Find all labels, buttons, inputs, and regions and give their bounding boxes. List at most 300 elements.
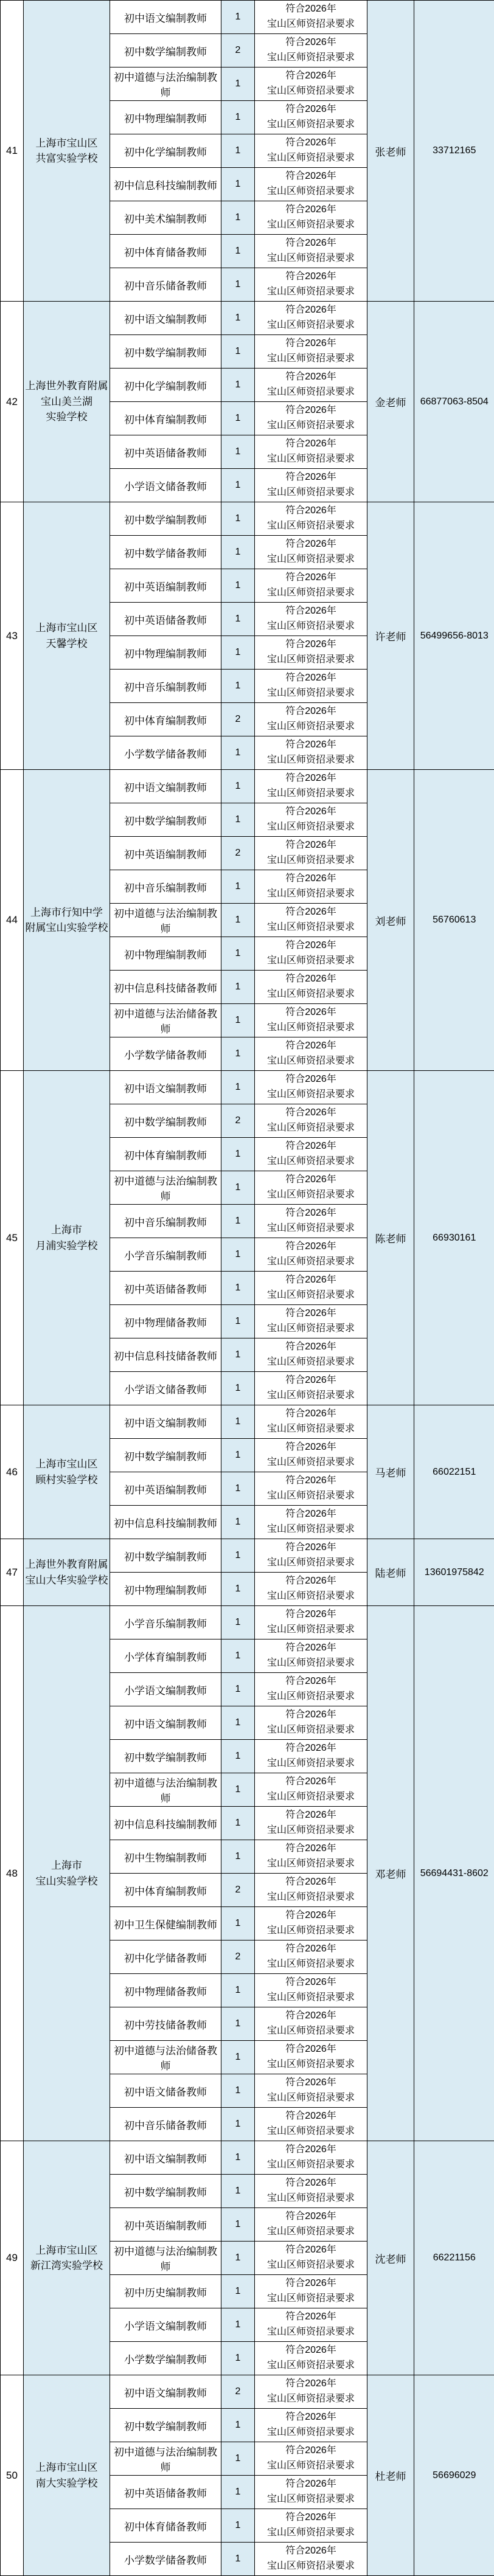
requirement-cell-text: 符合2026年: [285, 2412, 336, 2423]
requirement-cell: [255, 1974, 367, 2007]
requirement-cell: [255, 971, 367, 1004]
position-count-cell-text: 1: [235, 179, 241, 189]
requirement-cell-text: 符合2026年: [285, 1776, 336, 1787]
phone-number-cell: [414, 302, 494, 502]
school-name-cell-text: 附属宝山实验学校: [25, 922, 108, 933]
requirement-cell: [255, 2409, 367, 2442]
position-title-cell-text: 初中语文编制教师: [124, 1082, 207, 1095]
position-title-cell-text: 初中体育编制教师: [124, 414, 207, 426]
position-count-cell: [221, 2141, 255, 2175]
position-title-cell: [110, 1706, 221, 1740]
phone-number-cell-text: 66221156: [433, 2252, 476, 2263]
position-title-cell: [110, 2242, 221, 2275]
position-title-cell-text: 小学音乐编制教师: [124, 1250, 207, 1262]
position-count-cell: [221, 2375, 255, 2409]
requirement-cell-text: 宝山区师资招录要求: [266, 888, 355, 899]
position-count-cell: [221, 134, 255, 168]
requirement-cell-text: 宝山区师资招录要求: [266, 1658, 355, 1668]
requirement-cell-text: 符合2026年: [285, 1040, 336, 1051]
position-title-cell: [110, 2141, 221, 2175]
requirement-cell: [255, 1338, 367, 1372]
requirement-cell: [255, 469, 367, 502]
position-count-cell: [221, 1472, 255, 1506]
requirement-cell-text: 符合2026年: [285, 338, 336, 349]
requirement-cell: [255, 235, 367, 268]
position-title-cell: [110, 1338, 221, 1372]
position-count-cell-text: 1: [235, 2252, 241, 2263]
requirement-cell-text: 符合2026年: [285, 1475, 336, 1486]
requirement-cell: [255, 1205, 367, 1238]
phone-number-cell-text: 13601975842: [424, 1567, 484, 1577]
position-count-cell: [221, 2543, 255, 2576]
phone-number-cell: [414, 770, 494, 1071]
position-count-cell: [221, 837, 255, 870]
school-name-cell: [24, 1405, 110, 1539]
position-title-cell: [110, 134, 221, 168]
requirement-cell-text: 符合2026年: [285, 1141, 336, 1152]
requirement-cell-text: 宝山区师资招录要求: [266, 822, 355, 832]
requirement-cell: [255, 837, 367, 870]
position-count-cell: [221, 2442, 255, 2476]
position-count-cell-text: 2: [235, 1951, 241, 1962]
position-count-cell: [221, 1639, 255, 1673]
requirement-cell-text: 符合2026年: [285, 606, 336, 617]
position-count-cell: [221, 736, 255, 770]
requirement-cell-text: 符合2026年: [285, 1408, 336, 1419]
position-count-cell: [221, 335, 255, 369]
school-name-cell-text: 共富实验学校: [35, 153, 98, 164]
position-title-cell-text: 初中物理编制教师: [124, 648, 207, 660]
position-count-cell: [221, 1171, 255, 1205]
requirement-cell: [255, 1840, 367, 1874]
requirement-cell: [255, 1639, 367, 1673]
position-count-cell-text: 1: [235, 1416, 241, 1427]
requirement-cell: [255, 1941, 367, 1974]
position-count-cell-text: 1: [235, 2018, 241, 2029]
position-title-cell-text: 初中化学编制教师: [124, 380, 207, 392]
requirement-cell-text: 符合2026年: [285, 2077, 336, 2088]
position-title-cell-text: 初中英语编制教师: [124, 848, 207, 860]
position-count-cell: [221, 68, 255, 101]
requirement-cell-text: 符合2026年: [285, 4, 336, 15]
position-count-cell: [221, 101, 255, 134]
requirement-cell-text: 宝山区师资招录要求: [266, 1691, 355, 1702]
position-count-cell: [221, 1238, 255, 1272]
position-count-cell-text: 1: [235, 781, 241, 791]
requirement-cell-text: 宝山区师资招录要求: [266, 1156, 355, 1166]
position-count-cell: [221, 904, 255, 937]
position-count-cell: [221, 1907, 255, 1941]
requirement-cell-text: 符合2026年: [285, 104, 336, 115]
school-name-cell: [24, 1539, 110, 1606]
phone-number-cell: [414, 1539, 494, 1606]
requirement-cell-text: 宝山区师资招录要求: [266, 1123, 355, 1133]
requirement-cell-text: 符合2026年: [285, 2311, 336, 2322]
position-count-cell: [221, 670, 255, 703]
position-title-cell-text: 初中信息科技编制教师: [114, 1517, 217, 1529]
requirement-cell: [255, 1439, 367, 1472]
position-title-cell: [110, 335, 221, 369]
position-title-cell-text: 小学语文编制教师: [124, 1684, 207, 1697]
position-row: [1, 1, 494, 34]
requirement-cell: [255, 1606, 367, 1639]
requirement-cell-text: 符合2026年: [285, 940, 336, 951]
position-title-cell-text: 初中语文储备教师: [124, 2086, 207, 2098]
requirement-cell-text: 符合2026年: [285, 2111, 336, 2122]
school-name-cell-text: 宝山美兰湖: [41, 395, 92, 407]
position-title-cell: [110, 1472, 221, 1506]
requirement-cell-text: 宝山区师资招录要求: [266, 1992, 355, 2003]
position-count-cell: [221, 2308, 255, 2342]
position-count-cell-text: 1: [235, 1918, 241, 1928]
requirement-cell-text: 宝山区师资招录要求: [266, 2159, 355, 2170]
position-title-cell: [110, 2308, 221, 2342]
position-count-cell-text: 1: [235, 1584, 241, 1594]
requirement-cell-text: 宝山区师资招录要求: [266, 1959, 355, 1969]
requirement-cell-text: 宝山区师资招录要求: [266, 621, 355, 631]
requirement-cell: [255, 302, 367, 335]
position-count-cell: [221, 469, 255, 502]
position-title-cell-text: 初中体育储备教师: [124, 246, 207, 258]
requirement-cell-text: 宝山区师资招录要求: [266, 2026, 355, 2036]
requirement-cell: [255, 101, 367, 134]
requirement-cell-text: 宝山区师资招录要求: [266, 1591, 355, 1601]
position-title-cell: [110, 1539, 221, 1573]
requirement-cell-text: 符合2026年: [285, 2378, 336, 2389]
position-title-cell-text: 初中体育储备教师: [124, 2521, 207, 2533]
requirement-cell-text: 符合2026年: [285, 1375, 336, 1386]
position-count-cell: [221, 1138, 255, 1171]
position-count-cell: [221, 803, 255, 837]
position-count-cell: [221, 1941, 255, 1974]
requirement-cell-text: 宝山区师资招录要求: [266, 1290, 355, 1300]
requirement-cell-text: 宝山区师资招录要求: [266, 420, 355, 431]
position-title-cell: [110, 201, 221, 235]
position-count-cell-text: 1: [235, 580, 241, 590]
position-title-cell-text: 小学体育编制教师: [124, 1651, 207, 1663]
requirement-cell-text: 符合2026年: [285, 706, 336, 717]
requirement-cell-text: 符合2026年: [285, 1308, 336, 1319]
position-title-cell: [110, 502, 221, 536]
position-count-cell: [221, 1874, 255, 1907]
requirement-cell: [255, 636, 367, 670]
phone-number-cell-text: 56694431-8602: [420, 1868, 489, 1878]
requirement-cell-text: 宝山区师资招录要求: [266, 1557, 355, 1568]
position-count-cell: [221, 201, 255, 235]
position-count-cell: [221, 1205, 255, 1238]
position-count-cell-text: 1: [235, 2186, 241, 2196]
phone-number-cell-text: 56760613: [433, 915, 476, 925]
position-count-cell: [221, 34, 255, 68]
position-title-cell: [110, 971, 221, 1004]
position-count-cell-text: 1: [235, 2487, 241, 2497]
requirement-cell-text: 宝山区师资招录要求: [266, 1357, 355, 1367]
requirement-cell-text: 符合2026年: [285, 974, 336, 985]
position-title-cell-text: 初中语文编制教师: [124, 2387, 207, 2399]
requirement-cell-text: 符合2026年: [285, 1810, 336, 1821]
requirement-cell-text: 宝山区师资招录要求: [266, 922, 355, 932]
position-title-cell: [110, 1405, 221, 1439]
requirement-cell: [255, 1238, 367, 1272]
requirement-cell: [255, 2476, 367, 2509]
requirement-cell-text: 宝山区师资招录要求: [266, 2226, 355, 2237]
position-title-cell: [110, 1606, 221, 1639]
requirement-cell-text: 符合2026年: [285, 2345, 336, 2356]
position-count-cell: [221, 1740, 255, 1773]
position-count-cell-text: 1: [235, 1784, 241, 1795]
position-count-cell: [221, 1606, 255, 1639]
position-title-cell: [110, 168, 221, 201]
position-count-cell: [221, 1974, 255, 2007]
position-count-cell: [221, 2476, 255, 2509]
position-title-cell-text: 初中信息科技储备教师: [114, 982, 217, 994]
position-count-cell-text: 1: [235, 1015, 241, 1025]
requirement-cell-text: 符合2026年: [285, 2144, 336, 2155]
position-count-cell: [221, 636, 255, 670]
requirement-cell: [255, 335, 367, 369]
requirement-cell-text: 宝山区师资招录要求: [266, 1189, 355, 1200]
position-title-cell-text: 初中生物编制教师: [124, 1852, 207, 1864]
position-title-cell-text: 初中英语储备教师: [124, 2487, 207, 2499]
position-title-cell-text: 初中道德与法治储备教师: [114, 2045, 217, 2072]
position-title-cell: [110, 1372, 221, 1405]
requirement-cell-text: 宝山区师资招录要求: [266, 1056, 355, 1066]
row-number-cell: [1, 1539, 24, 1606]
position-count-cell-text: 1: [235, 2420, 241, 2430]
school-name-cell: [24, 1, 110, 302]
requirement-cell-text: 宝山区师资招录要求: [266, 86, 355, 96]
contact-person-cell-text: 陆老师: [375, 1568, 406, 1579]
school-name-cell-text: 上海市宝山区: [35, 137, 98, 149]
requirement-cell-text: 宝山区师资招录要求: [266, 52, 355, 63]
requirement-cell-text: 符合2026年: [285, 2278, 336, 2289]
requirement-cell: [255, 1807, 367, 1840]
position-title-cell: [110, 402, 221, 435]
position-count-cell-text: 1: [235, 1818, 241, 1828]
contact-person-cell-text: 许老师: [375, 631, 406, 643]
school-name-cell-text: 上海世外教育附属: [25, 380, 108, 392]
requirement-cell-text: 符合2026年: [285, 238, 336, 249]
school-name-cell-text: 新江湾实验学校: [30, 2260, 103, 2271]
requirement-cell-text: 符合2026年: [285, 2445, 336, 2456]
position-title-cell-text: 初中道德与法治编制教师: [114, 1175, 217, 1202]
position-count-cell: [221, 1439, 255, 1472]
position-title-cell: [110, 2509, 221, 2543]
position-count-cell-text: 1: [235, 1517, 241, 1527]
position-count-cell-text: 1: [235, 1383, 241, 1393]
requirement-cell-text: 符合2026年: [285, 739, 336, 750]
requirement-cell-text: 符合2026年: [285, 1977, 336, 1988]
position-title-cell: [110, 603, 221, 636]
position-title-cell-text: 小学数学储备教师: [124, 1049, 207, 1061]
requirement-cell: [255, 1071, 367, 1104]
position-title-cell-text: 初中物理储备教师: [124, 1317, 207, 1329]
requirement-cell: [255, 1539, 367, 1573]
position-count-cell-text: 1: [235, 2453, 241, 2463]
requirement-cell: [255, 803, 367, 837]
position-title-cell: [110, 569, 221, 603]
school-name-cell-text: 上海市: [51, 1224, 82, 1236]
requirement-cell-text: 宝山区师资招录要求: [266, 186, 355, 196]
phone-number-cell-text: 66022151: [433, 1466, 476, 1477]
position-count-cell-text: 1: [235, 1216, 241, 1226]
requirement-cell-text: 宝山区师资招录要求: [266, 454, 355, 464]
position-title-cell-text: 初中卫生保健编制教师: [114, 1919, 217, 1931]
position-count-cell: [221, 870, 255, 904]
requirement-cell-text: 宝山区师资招录要求: [266, 521, 355, 531]
school-name-cell: [24, 302, 110, 502]
school-name-cell-text: 南大实验学校: [35, 2477, 98, 2489]
position-count-cell-text: 1: [235, 12, 241, 22]
requirement-cell-text: 宝山区师资招录要求: [266, 1892, 355, 1902]
requirement-cell-text: 宝山区师资招录要求: [266, 253, 355, 263]
requirement-cell-text: 符合2026年: [285, 673, 336, 684]
requirement-cell-text: 宝山区师资招录要求: [266, 1624, 355, 1635]
position-title-cell: [110, 2342, 221, 2375]
requirement-cell: [255, 2442, 367, 2476]
requirement-cell: [255, 1037, 367, 1071]
requirement-cell-text: 宝山区师资招录要求: [266, 788, 355, 798]
position-title-cell: [110, 536, 221, 569]
position-title-cell-text: 初中数学编制教师: [124, 2186, 207, 2198]
requirement-cell-text: 宝山区师资招录要求: [266, 688, 355, 698]
position-title-cell-text: 初中道德与法治编制教师: [114, 2446, 217, 2473]
position-title-cell-text: 初中音乐编制教师: [124, 882, 207, 894]
position-count-cell-text: 1: [235, 212, 241, 223]
requirement-cell: [255, 736, 367, 770]
requirement-cell: [255, 1773, 367, 1807]
position-count-cell: [221, 569, 255, 603]
requirement-cell: [255, 2041, 367, 2074]
position-title-cell: [110, 2409, 221, 2442]
requirement-cell-text: 宝山区师资招录要求: [266, 2126, 355, 2136]
phone-number-cell-text: 66877063-8504: [420, 396, 489, 407]
row-number-cell-text: 43: [6, 629, 18, 642]
requirement-cell: [255, 2275, 367, 2308]
position-title-cell: [110, 1171, 221, 1205]
position-count-cell-text: 2: [235, 45, 241, 55]
position-title-cell-text: 初中音乐储备教师: [124, 2119, 207, 2131]
position-title-cell: [110, 1974, 221, 2007]
position-title-cell: [110, 1773, 221, 1807]
row-number-cell-text: 49: [6, 2252, 18, 2263]
requirement-cell-text: 宝山区师资招录要求: [266, 755, 355, 765]
position-title-cell-text: 小学语文编制教师: [124, 2320, 207, 2332]
position-title-cell: [110, 837, 221, 870]
position-title-cell-text: 初中物理编制教师: [124, 949, 207, 961]
requirement-cell-text: 宝山区师资招录要求: [266, 989, 355, 999]
requirement-cell-text: 宝山区师资招录要求: [266, 153, 355, 163]
requirement-cell: [255, 402, 367, 435]
requirement-cell-text: 宝山区师资招录要求: [266, 587, 355, 598]
position-count-cell-text: 2: [235, 848, 241, 858]
requirement-cell-text: 符合2026年: [285, 1241, 336, 1252]
position-count-cell-text: 1: [235, 680, 241, 691]
position-title-cell-text: 初中数学储备教师: [124, 547, 207, 559]
position-count-cell: [221, 2175, 255, 2208]
position-title-cell-text: 初中化学储备教师: [124, 1952, 207, 1964]
position-title-cell: [110, 1639, 221, 1673]
requirement-cell-text: 宝山区师资招录要求: [266, 220, 355, 230]
position-title-cell-text: 初中语文编制教师: [124, 2153, 207, 2165]
position-title-cell-text: 初中美术编制教师: [124, 213, 207, 225]
position-title-cell-text: 初中数学编制教师: [124, 1450, 207, 1463]
position-count-cell-text: 1: [235, 614, 241, 624]
position-title-cell: [110, 1807, 221, 1840]
requirement-cell-text: 符合2026年: [285, 1944, 336, 1955]
position-title-cell-text: 初中英语编制教师: [124, 581, 207, 593]
requirement-cell: [255, 1573, 367, 1606]
requirement-cell: [255, 1673, 367, 1706]
requirement-cell-text: 宝山区师资招录要求: [266, 2427, 355, 2437]
position-title-cell: [110, 1037, 221, 1071]
position-count-cell: [221, 2242, 255, 2275]
requirement-cell: [255, 670, 367, 703]
requirement-cell-text: 符合2026年: [285, 572, 336, 583]
position-count-cell: [221, 1372, 255, 1405]
requirement-cell-text: 宝山区师资招录要求: [266, 721, 355, 732]
requirement-cell-text: 符合2026年: [285, 873, 336, 884]
requirement-cell: [255, 201, 367, 235]
requirement-cell: [255, 1, 367, 34]
requirement-cell-text: 符合2026年: [285, 438, 336, 449]
position-title-cell: [110, 670, 221, 703]
row-number-cell-text: 41: [6, 145, 18, 156]
requirement-cell: [255, 2007, 367, 2041]
position-count-cell-text: 1: [235, 2119, 241, 2129]
requirement-cell: [255, 1874, 367, 1907]
position-title-cell-text: 初中劳技储备教师: [124, 2019, 207, 2031]
position-title-cell: [110, 1874, 221, 1907]
position-count-cell-text: 1: [235, 246, 241, 256]
requirement-cell-text: 符合2026年: [285, 2178, 336, 2189]
position-title-cell-text: 初中英语编制教师: [124, 1484, 207, 1496]
position-title-cell: [110, 1740, 221, 1773]
requirement-cell-text: 宝山区师资招录要求: [266, 286, 355, 297]
position-title-cell: [110, 1573, 221, 1606]
position-count-cell-text: 1: [235, 1985, 241, 1995]
contact-person-cell-text: 陈老师: [375, 1233, 406, 1245]
position-title-cell: [110, 302, 221, 335]
position-count-cell-text: 1: [235, 145, 241, 156]
position-title-cell-text: 初中体育编制教师: [124, 1885, 207, 1897]
requirement-cell: [255, 2342, 367, 2375]
position-count-cell-text: 1: [235, 1316, 241, 1326]
school-name-cell: [24, 1606, 110, 2141]
school-name-cell: [24, 502, 110, 770]
position-count-cell: [221, 1272, 255, 1305]
school-name-cell-text: 月浦实验学校: [35, 1239, 98, 1252]
requirement-cell-text: 符合2026年: [285, 1342, 336, 1352]
position-count-cell: [221, 1004, 255, 1037]
row-number-cell: [1, 1405, 24, 1539]
school-name-cell-text: 宝山大华实验学校: [25, 1574, 108, 1586]
position-title-cell-text: 初中信息科技编制教师: [114, 1818, 217, 1830]
position-title-cell: [110, 2007, 221, 2041]
contact-person-cell-text: 杜老师: [375, 2471, 406, 2482]
row-number-cell: [1, 302, 24, 502]
position-title-cell: [110, 68, 221, 101]
requirement-cell: [255, 2543, 367, 2576]
position-count-cell: [221, 971, 255, 1004]
requirement-cell-text: 宝山区师资招录要求: [266, 1323, 355, 1334]
requirement-cell-text: 宝山区师资招录要求: [266, 2394, 355, 2404]
requirement-cell-text: 符合2026年: [285, 305, 336, 316]
requirement-cell-text: 宝山区师资招录要求: [266, 654, 355, 665]
position-count-cell-text: 1: [235, 2520, 241, 2530]
requirement-cell-text: 符合2026年: [285, 2245, 336, 2256]
requirement-cell-text: 符合2026年: [285, 1576, 336, 1587]
